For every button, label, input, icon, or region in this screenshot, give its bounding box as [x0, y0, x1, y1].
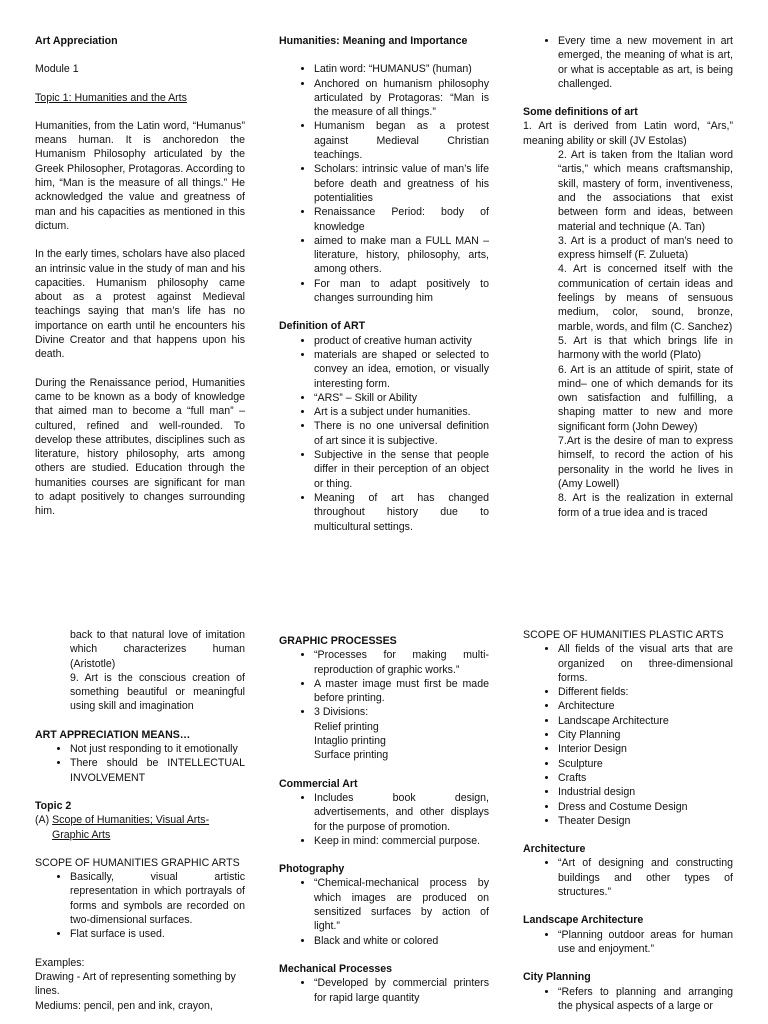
- course-title: Art Appreciation: [35, 35, 118, 47]
- list-item: • Art is a subject under humanities.: [314, 405, 489, 419]
- topic-2-prefix: (A): [35, 814, 53, 827]
- topic-2-title: Scope of Humanities; Visual Arts-Graphic Arts: [52, 814, 210, 841]
- definition-item: 2. Art is taken from the Italian word “artis,” which means craftsmanship, skill, mastery of form, inventiveness, and the associations that exist between form and ideas, between material and technique (A. Tan): [558, 149, 733, 233]
- list-item: • Industrial design: [558, 785, 733, 799]
- list-item: • Scholars: intrinsic value of man’s life before death and greatness of his potentialities: [314, 162, 489, 205]
- topic-2-heading: Topic 2: [35, 799, 72, 812]
- definition-item: 6. Art is an attitude of spirit, state of mind– one of which demands for its own satisfaction and fulfilling, a shaping matter to new and more significant form (John Dewey): [558, 363, 733, 433]
- mechanical-processes-heading: Mechanical Processes: [279, 962, 393, 975]
- column-2: [279, 34, 489, 534]
- definition-list: [279, 334, 489, 534]
- definition-item: 7.Art is the desire of man to express himself, to record the action of his personality in the world he lives in (Amy Lowell): [558, 435, 733, 490]
- list-item: • 3 Divisions:: [314, 705, 489, 719]
- list-item: • “Chemical-mechanical process by which images are produced on sensitized surfaces by action of light.”: [314, 876, 489, 933]
- list-item: • For man to adapt positively to changes surrounding him: [314, 277, 489, 306]
- list-item: • Humanism began as a protest against Medieval Christian teachings.: [314, 119, 489, 162]
- division-item: Surface printing: [314, 749, 389, 762]
- graphic-processes-heading: GRAPHIC PROCESSES: [279, 635, 397, 647]
- graphic-processes-list: [279, 648, 489, 719]
- paragraph-1: Humanities, from the Latin word, “Humanus” means human. It is anchoredon the Humanism Philosophy articulated by the Greek Philosopher, Protagoras. According to him, “Man is the measure of all things.” He acknowledged the value and greatness of man and his capacities as mentioned in this dictum.: [35, 119, 245, 232]
- definitions-heading: Some definitions of art: [523, 106, 638, 119]
- list-item: • Dress and Costume Design: [558, 800, 733, 814]
- definition-item: 5. Art is that which brings life in harmony with the world (Plato): [558, 334, 733, 362]
- list-item: • Crafts: [558, 771, 733, 785]
- list-item: • “ARS” – Skill or Ability: [314, 391, 489, 405]
- list-item: • There is no one universal definition of art since it is subjective.: [314, 419, 489, 448]
- humanities-list: [279, 62, 489, 305]
- list-item: • Keep in mind: commercial purpose.: [314, 834, 489, 848]
- list-item: • City Planning: [558, 728, 733, 742]
- definition-1: 1. Art is derived from Latin word, “Ars,” meaning ability or skill (JV Estolas): [523, 120, 733, 147]
- landscape-architecture-heading: Landscape Architecture: [523, 914, 644, 927]
- list-item: • Renaissance Period: body of knowledge: [314, 205, 489, 234]
- list-item: • Landscape Architecture: [558, 714, 733, 728]
- list-item: • Sculpture: [558, 757, 733, 771]
- list-item: • “Developed by commercial printers for rapid large quantity: [314, 976, 489, 1005]
- list-item: • Black and white or colored: [314, 934, 489, 948]
- plastic-scope-list: [523, 642, 733, 828]
- topic-2-subheading: [35, 813, 245, 842]
- list-item: • Anchored on humanism philosophy articulated by Protagoras: “Man is the measure of all things.”: [314, 77, 489, 120]
- list-item: • A master image must first be made before printing.: [314, 677, 489, 706]
- landscape-architecture-list: [523, 928, 733, 957]
- column-4: [35, 628, 245, 1013]
- appreciation-list: [35, 742, 245, 785]
- city-planning-list: [523, 985, 733, 1014]
- list-item: • Not just responding to it emotionally: [70, 742, 245, 756]
- mechanical-processes-list: [279, 976, 489, 1005]
- list-item: • Latin word: “HUMANUS” (human): [314, 62, 489, 76]
- photography-heading: Photography: [279, 863, 345, 876]
- humanities-heading: Humanities: Meaning and Importance: [279, 35, 468, 47]
- list-item: • Flat surface is used.: [70, 927, 245, 941]
- column-6: [523, 628, 733, 1013]
- examples-label: Examples:: [35, 956, 85, 969]
- list-item: • There should be INTELLECTUAL INVOLVEMENT: [70, 756, 245, 785]
- architecture-heading: Architecture: [523, 843, 586, 856]
- column-5: [279, 628, 489, 1005]
- division-item: Relief printing: [314, 720, 379, 733]
- list-item: • Different fields:: [558, 685, 733, 699]
- list-item: • Interior Design: [558, 742, 733, 756]
- commercial-art-list: [279, 791, 489, 848]
- definition-item: 3. Art is a product of man’s need to express himself (F. Zulueta): [558, 234, 733, 262]
- list-item: • materials are shaped or selected to convey an idea, emotion, or visually interesting form.: [314, 348, 489, 391]
- graphic-scope-list: [35, 870, 245, 941]
- architecture-list: [523, 856, 733, 899]
- graphic-scope-heading: SCOPE OF HUMANITIES GRAPHIC ARTS: [35, 856, 240, 869]
- mediums-line: Mediums: pencil, pen and ink, crayon,: [35, 999, 213, 1012]
- topic-1-heading: Topic 1: Humanities and the Arts: [35, 91, 187, 104]
- definition-8-continued: back to that natural love of imitation which characterizes human (Aristotle): [70, 629, 245, 670]
- list-item: • “Art of designing and constructing buildings and other types of structures.”: [558, 856, 733, 899]
- list-item: • “Planning outdoor areas for human use and enjoyment.”: [558, 928, 733, 957]
- division-item: Intaglio printing: [314, 735, 386, 748]
- list-item: • “Processes for making multi-reproduction of graphic works.”: [314, 648, 489, 677]
- definitions-block: [523, 119, 733, 519]
- definition-item: 8. Art is the realization in external form of a true idea and is traced: [558, 492, 733, 519]
- city-planning-heading: City Planning: [523, 971, 591, 984]
- list-item: • Basically, visual artistic representation in which portrayals of forms and symbols are recorded on two-dimensional surfaces.: [70, 870, 245, 927]
- top-bullet-list: [523, 34, 733, 91]
- photography-list: [279, 876, 489, 947]
- column-1: [35, 34, 245, 519]
- list-item: • product of creative human activity: [314, 334, 489, 348]
- list-item: • All fields of the visual arts that are organized on three-dimensional forms.: [558, 642, 733, 685]
- drawing-definition: Drawing - Art of representing something by lines.: [35, 970, 236, 998]
- appreciation-heading: ART APPRECIATION MEANS…: [35, 728, 191, 741]
- plastic-scope-heading: SCOPE OF HUMANITIES PLASTIC ARTS: [523, 629, 724, 641]
- list-item: • Includes book design, advertisements, and other displays for the purpose of promotion.: [314, 791, 489, 834]
- commercial-art-heading: Commercial Art: [279, 777, 358, 790]
- list-item: • “Refers to planning and arranging the physical aspects of a large or: [558, 985, 733, 1014]
- module-label: Module 1: [35, 63, 79, 76]
- list-item: • Theater Design: [558, 814, 733, 828]
- paragraph-3: During the Renaissance period, Humanities came to be known as a body of knowledge that aimed man to become a “full man” – cultured, refined and well-rounded. To develop these attributes, disciplines such as literature, history philosophy, arts among others are studied. Education through the humanities courses are significant for man to adapt positively to changes surrounding him.: [35, 376, 245, 518]
- list-item: • Subjective in the sense that people differ in their perception of an object or thing.: [314, 448, 489, 491]
- definition-9: 9. Art is the conscious creation of something beautiful or meaningful using skill and imagination: [70, 671, 245, 713]
- list-item: • Every time a new movement in art emerged, the meaning of what is art, or what is acceptable as art, is being challenged.: [558, 34, 733, 91]
- definition-heading: Definition of ART: [279, 320, 366, 333]
- list-item: • aimed to make man a FULL MAN – literature, history, philosophy, arts, among others.: [314, 234, 489, 277]
- list-item: • Architecture: [558, 699, 733, 713]
- paragraph-2: In the early times, scholars have also placed an intrinsic value in the study of man and his capacities. Humanism philosophy came about as a protest against Medieval teachings saying that man’s life has no importance on earth until he encounters his Divine Creator and that happens upon his death.: [35, 248, 245, 361]
- list-item: • Meaning of art has changed throughout history due to multicultural settings.: [314, 491, 489, 534]
- definition-item: 4. Art is concerned itself with the communication of certain ideas and feelings by means of sensuous medium, color, sound, bronze, marble, words, and film (C. Sanchez): [558, 263, 733, 333]
- column-3: [523, 34, 733, 520]
